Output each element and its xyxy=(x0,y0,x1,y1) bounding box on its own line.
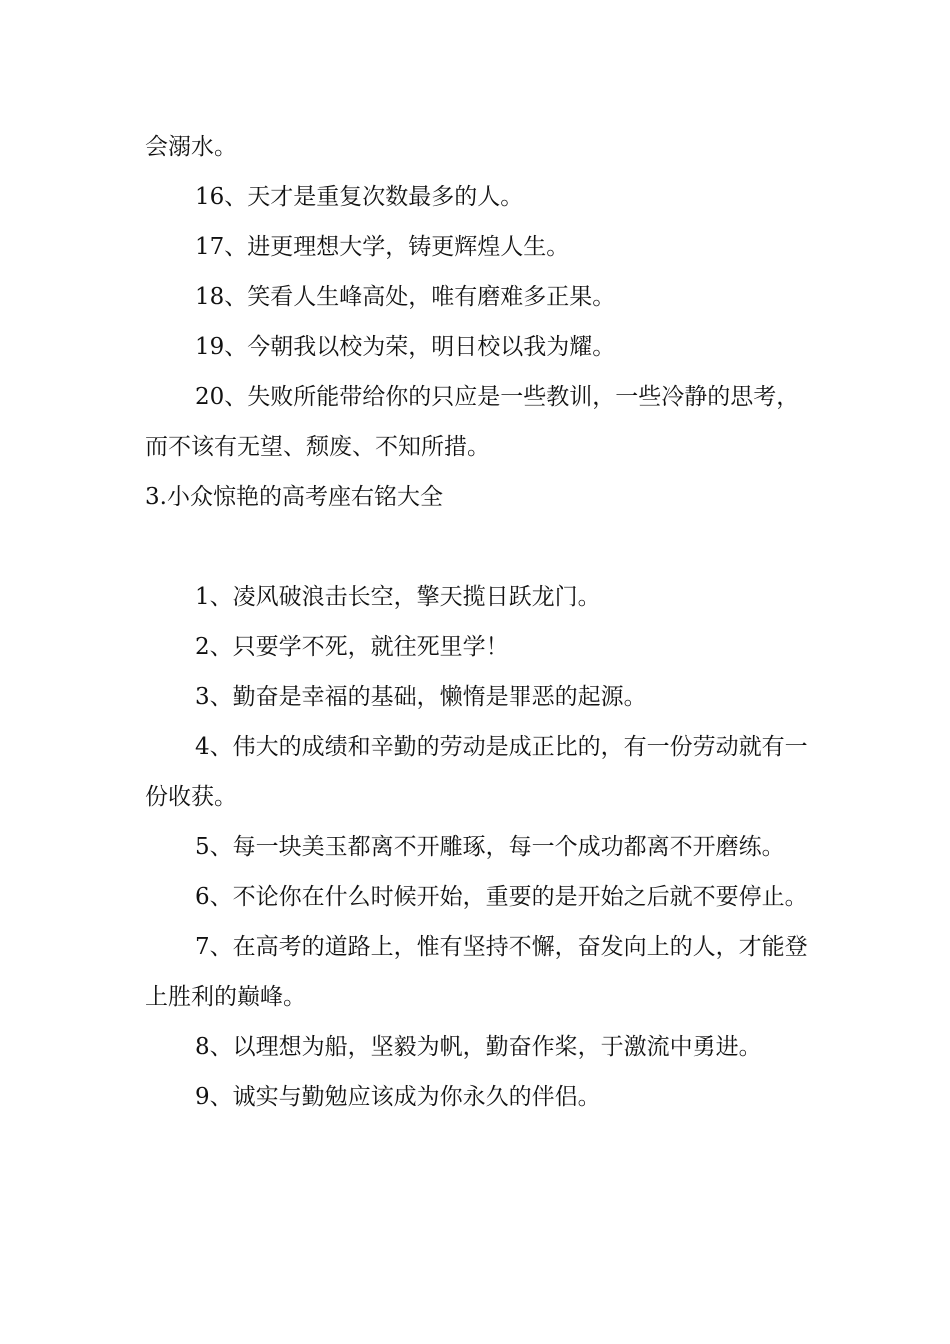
continuation-text: 会溺水。 xyxy=(145,134,237,160)
list-item: 9、诚实与勤勉应该成为你永久的伴侣。 xyxy=(195,1084,601,1110)
list-item: 19、今朝我以校为荣，明日校以我为耀。 xyxy=(195,334,616,360)
section-heading: 3.小众惊艳的高考座右铭大全 xyxy=(145,484,443,510)
list-item: 6、不论你在什么时候开始，重要的是开始之后就不要停止。 xyxy=(195,884,808,910)
list-item: 16、天才是重复次数最多的人。 xyxy=(195,184,524,210)
list-item: 18、笑看人生峰高处，唯有磨难多正果。 xyxy=(195,284,616,310)
list-item: 1、凌风破浪击长空，擎天揽日跃龙门。 xyxy=(195,584,601,610)
document-body xyxy=(145,122,810,1122)
list-item: 7、在高考的道路上，惟有坚持不懈，奋发向上的人，才能登上胜利的巅峰。 xyxy=(145,934,808,1010)
list-item: 5、每一块美玉都离不开雕琢，每一个成功都离不开磨练。 xyxy=(195,834,785,860)
list-item: 4、伟大的成绩和辛勤的劳动是成正比的，有一份劳动就有一份收获。 xyxy=(145,734,808,810)
list-item: 20、失败所能带给你的只应是一些教训，一些冷静的思考，而不该有无望、颓废、不知所措。 xyxy=(145,384,800,460)
list-item: 3、勤奋是幸福的基础，懒惰是罪恶的起源。 xyxy=(195,684,647,710)
list-item: 8、以理想为船，坚毅为帆，勤奋作桨，于激流中勇进。 xyxy=(195,1034,762,1060)
list-item: 2、只要学不死，就往死里学！ xyxy=(195,634,509,660)
list-item: 17、进更理想大学，铸更辉煌人生。 xyxy=(195,234,570,260)
section-spacer xyxy=(145,522,810,572)
